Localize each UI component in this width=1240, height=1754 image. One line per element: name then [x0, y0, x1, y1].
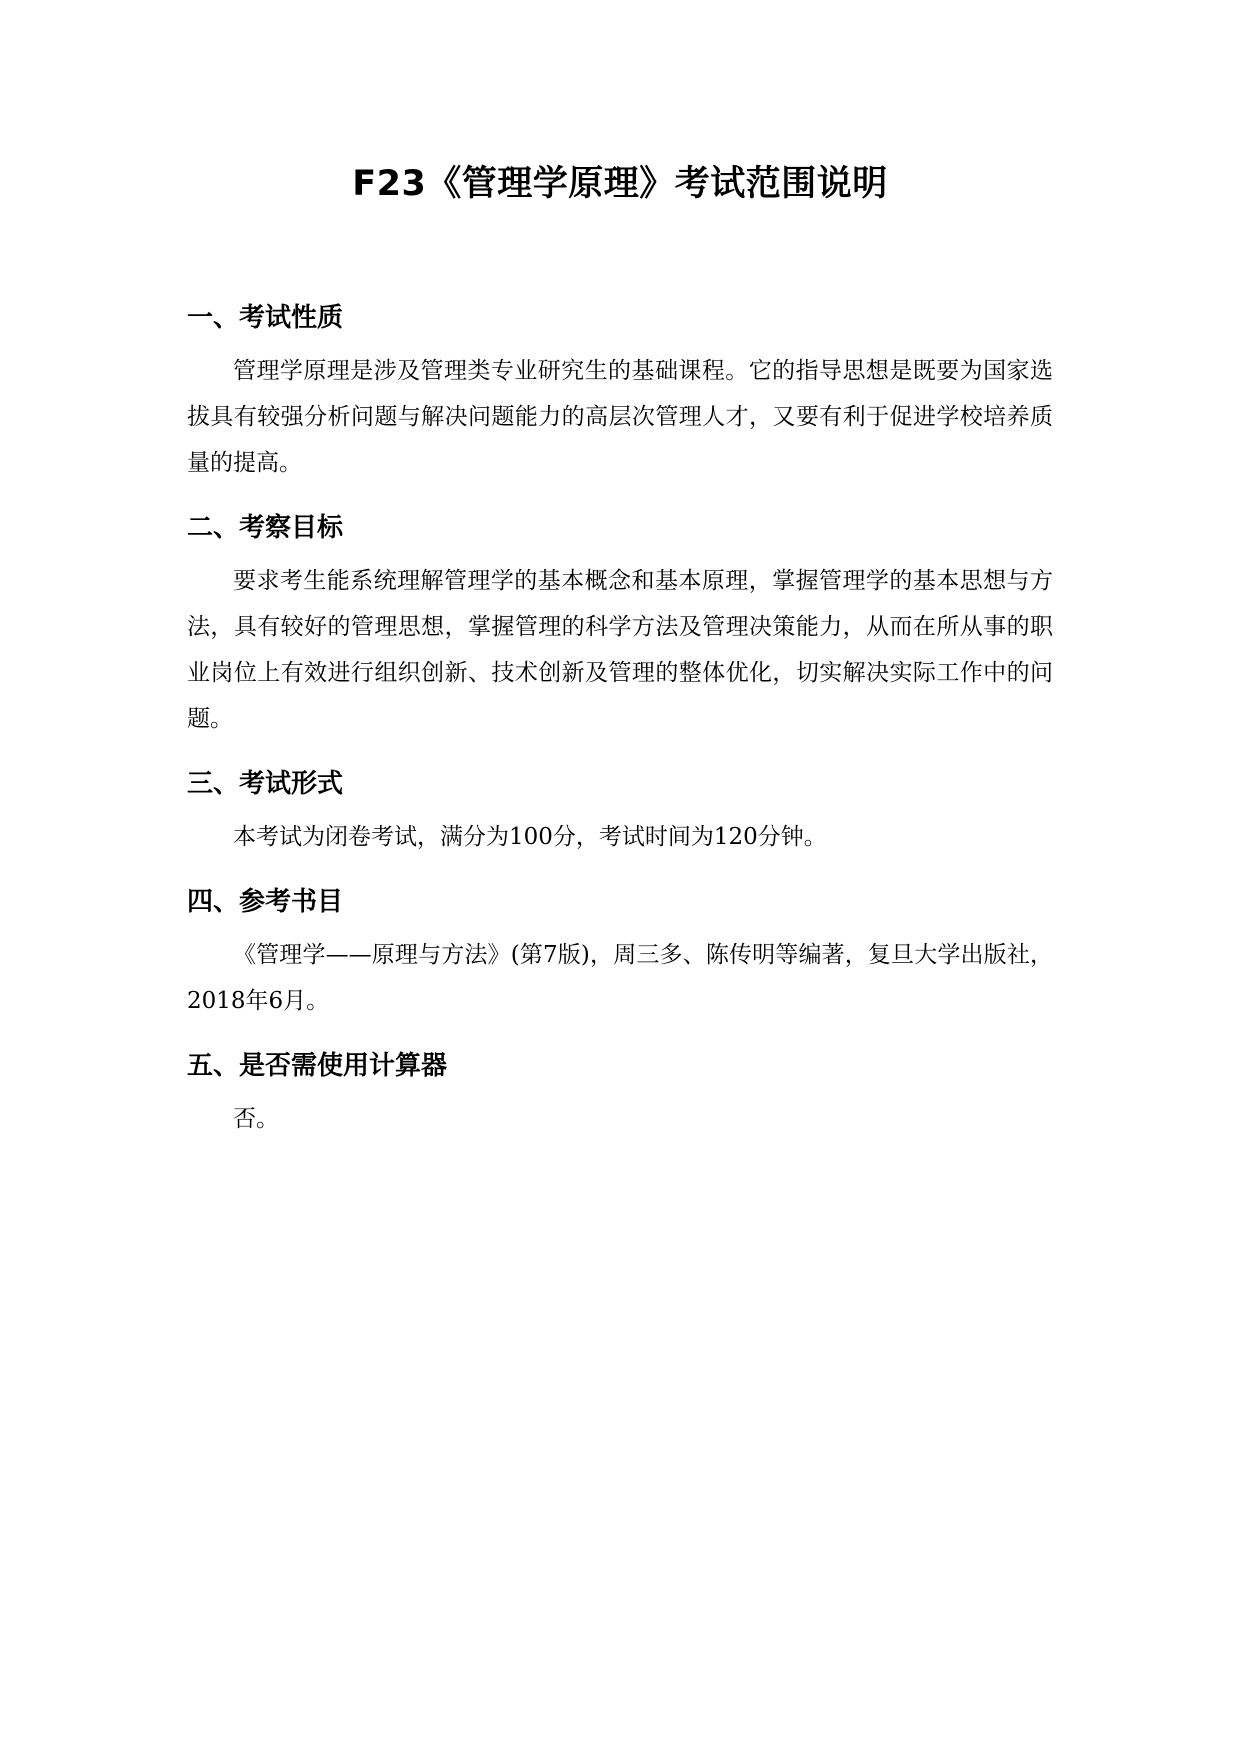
section-heading: 一、考试性质	[187, 303, 344, 333]
section-paragraph: 要求考生能系统理解管理学的基本概念和基本原理，掌握管理学的基本思想与方法，具有较好的管理思想，掌握管理的科学方法及管理决策能力，从而在所从事的职业岗位上有效进行组织创新、技术创新及管理的整体优化，切实解决实际工作中的问题。	[187, 568, 1053, 732]
section-paragraph: 管理学原理是涉及管理类专业研究生的基础课程。它的指导思想是既要为国家选拔具有较强分析问题与解决问题能力的高层次管理人才，又要有利于促进学校培养质量的提高。	[187, 358, 1053, 476]
section-spacer	[187, 860, 1053, 884]
section-exam-objectives	[187, 510, 1053, 742]
section-heading: 四、参考书目	[187, 887, 344, 917]
section-spacer	[187, 742, 1053, 766]
section-exam-nature	[187, 300, 1053, 486]
section-paragraph: 本考试为闭卷考试，满分为100分，考试时间为120分钟。	[233, 824, 827, 850]
section-spacer	[187, 1024, 1053, 1048]
section-exam-format	[187, 766, 1053, 860]
section-heading: 二、考察目标	[187, 513, 344, 543]
document-body	[187, 300, 1053, 1142]
section-calculator	[187, 1048, 1053, 1142]
section-heading: 三、考试形式	[187, 769, 344, 799]
document-title: F23《管理学原理》考试范围说明	[352, 164, 888, 204]
section-heading: 五、是否需使用计算器	[187, 1051, 448, 1081]
section-reference-books	[187, 884, 1053, 1024]
section-spacer	[187, 486, 1053, 510]
section-paragraph: 《管理学——原理与方法》(第7版)，周三多、陈传明等编著，复旦大学出版社，2018年6月。	[187, 942, 1053, 1014]
section-paragraph: 否。	[233, 1106, 279, 1132]
